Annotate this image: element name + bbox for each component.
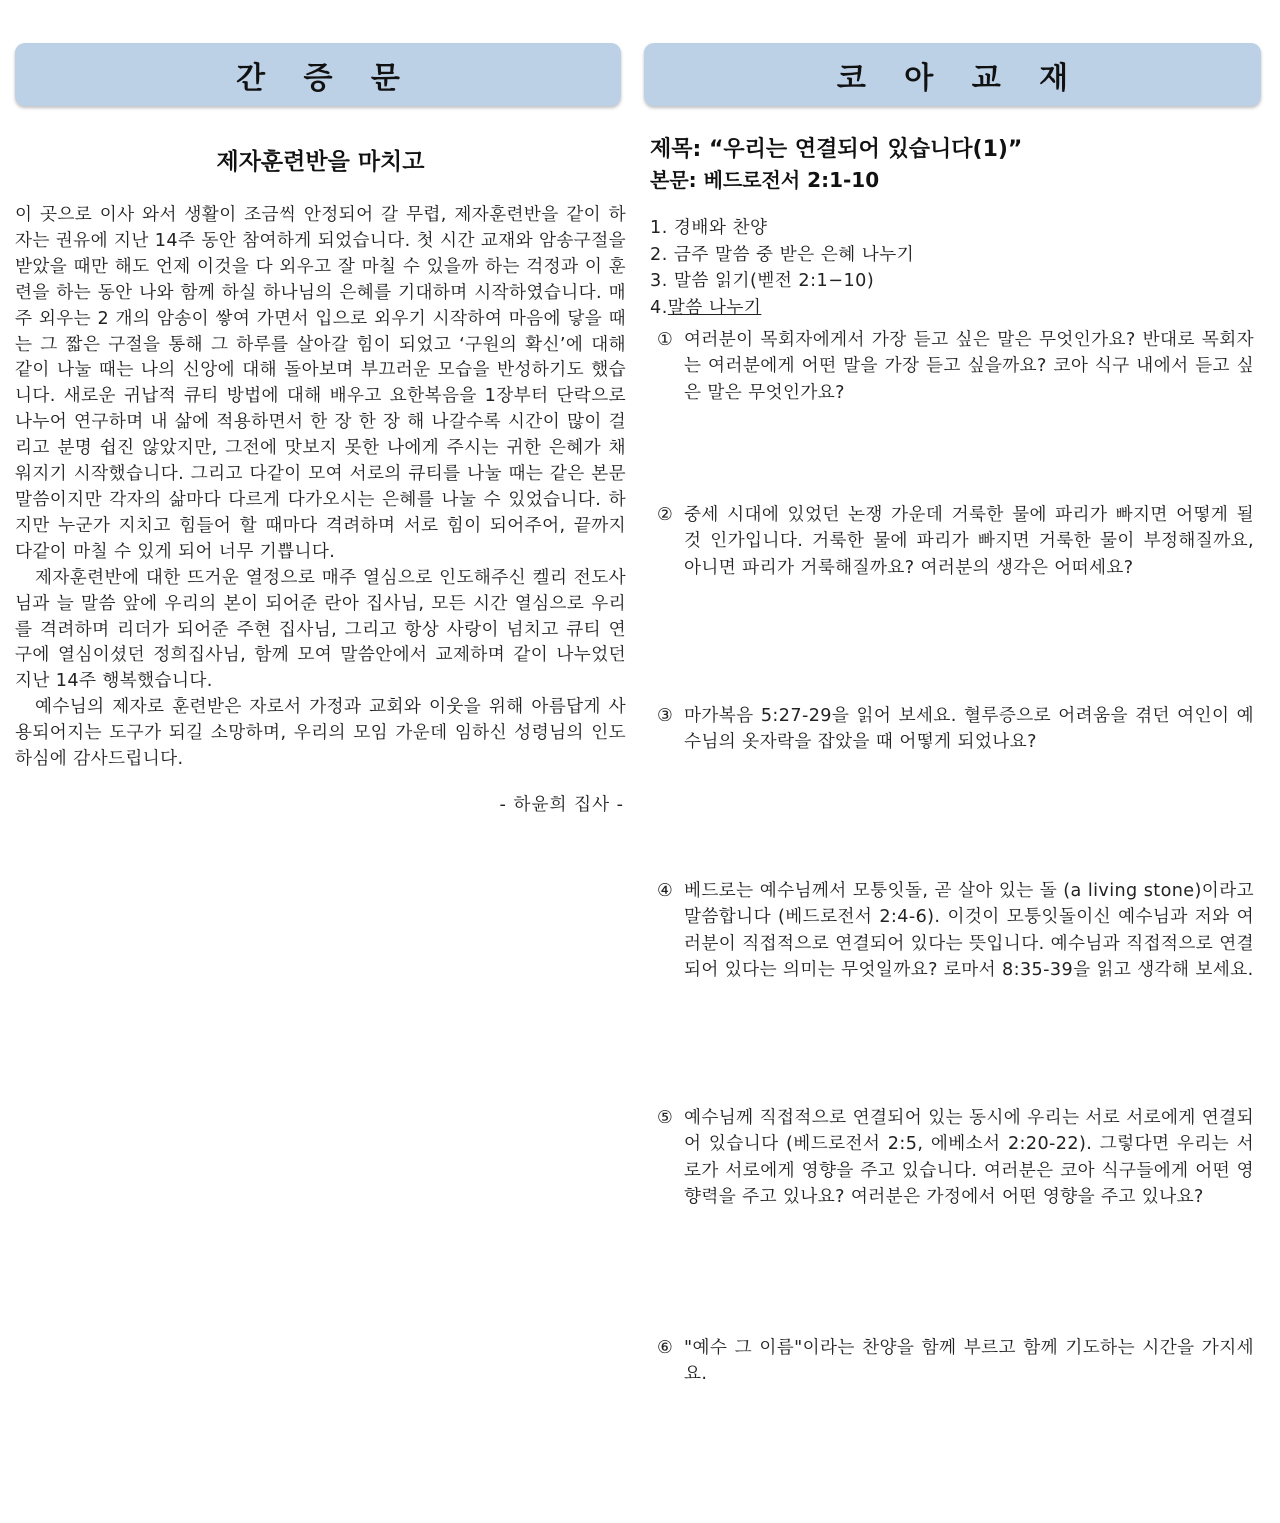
- question-text: 예수님께 직접적으로 연결되어 있는 동시에 우리는 서로 서로에게 연결되어 있습니다 (베드로전서 2:5, 에베소서 2:20-22). 그렇다면 우리는 서로가 서로에게 영향을 주고 있습니다. 여러분은 코아 식구들에게 어떤 영향력을 주고 있나요? 여러분은 가정에서 어떤 영향을 주고 있나요?: [684, 1108, 1254, 1208]
- question-number: ③: [657, 706, 674, 726]
- testimony-column: [15, 140, 626, 816]
- discussion-question: [657, 327, 1254, 406]
- lesson-steps: [650, 215, 1256, 321]
- question-text: 중세 시대에 있었던 논쟁 가운데 거룩한 물에 파리가 빠지면 어떻게 될 것 인가입니다. 거룩한 물에 파리가 빠지면 거룩한 물이 부정해질까요, 아니면 파리가 거룩해질까요? 여러분의 생각은 어떠세요?: [684, 505, 1254, 578]
- lesson-column: [650, 134, 1256, 321]
- discussion-question: [657, 703, 1254, 756]
- question-text: 마가복음 5:27-29을 읽어 보세요. 혈루증으로 어려움을 겪던 여인이 예수님의 옷자락을 잡았을 때 어떻게 되었나요?: [684, 706, 1254, 753]
- question-number: ④: [657, 881, 674, 901]
- testimony-body: [15, 203, 626, 773]
- discussion-question: [657, 502, 1254, 581]
- lesson-step-number: 4.: [650, 297, 668, 318]
- question-text: "예수 그 이름"이라는 찬양을 함께 부르고 함께 기도하는 시간을 가지세요.: [684, 1338, 1254, 1385]
- testimony-signature: - 하윤희 집사 -: [499, 794, 624, 815]
- testimony-paragraph: 이 곳으로 이사 와서 생활이 조금씩 안정되어 갈 무렵, 제자훈련반을 같이 하자는 권유에 지난 14주 동안 참여하게 되었습니다. 첫 시간 교재와 암송구절을 받았을 때만 해도 언제 이것을 다 외우고 잘 마칠 수 있을까 하는 걱정과 이 훈련을 하는 동안 나와 함께 하실 하나님의 은혜를 기대하며 시작하였습니다. 매주 외우는 2 개의 암송이 쌓여 가면서 입으로 외우기 시작하여 마음에 닿을 때는 그 짧은 구절을 통해 그 하루를 살아갈 힘이 되었고 ‘구원의 확신’에 대해 같이 나눌 때는 나의 신앙에 대해 돌아보며 부끄러운 모습을 반성하기도 했습니다. 새로운 귀납적 큐티 방법에 대해 배우고 요한복음을 1장부터 단락으로 나누어 연구하며 내 삶에 적용하면서 한 장 한 장 해 나갈수록 시간이 많이 걸리고 분명 쉽진 않았지만, 그전에 맛보지 못한 나에게 주시는 귀한 은혜가 채워지기 시작했습니다. 그리고 다같이 모여 서로의 큐티를 나눌 때는 같은 본문 말씀이지만 각자의 삶마다 다르게 다가오시는 은혜를 나눌 수 있었습니다. 하지만 누군가 지치고 힘들어 할 때마다 격려하며 서로 힘이 되어주어, 끝까지 다같이 마칠 수 있게 되어 너무 기쁩니다.: [15, 205, 626, 562]
- question-number: ⑤: [657, 1108, 674, 1128]
- testimony-paragraph: 예수님의 제자로 훈련받은 자로서 가정과 교회와 이웃을 위해 아름답게 사용되어지는 도구가 되길 소망하며, 우리의 모임 가운데 임하신 성령님의 인도하심에 감사드립니다.: [15, 697, 626, 770]
- question-number: ⑥: [657, 1338, 674, 1358]
- lesson-subject: 제목: “우리는 연결되어 있습니다(1)”: [650, 137, 1023, 162]
- testimony-title: 제자훈련반을 마치고: [216, 149, 425, 175]
- testimony-header-title: 간 증 문: [236, 60, 414, 96]
- question-text: 여러분이 목회자에게서 가장 듣고 싶은 말은 무엇인가요? 반대로 목회자는 여러분에게 어떤 말을 가장 듣고 싶을까요? 코아 식구 내에서 듣고 싶은 말은 무엇인가요?: [684, 330, 1254, 403]
- lesson-step: 2. 금주 말씀 중 받은 은혜 나누기: [650, 244, 915, 265]
- lesson-step: 3. 말씀 읽기(벧전 2:1−10): [650, 271, 875, 291]
- question-text: 베드로는 예수님께서 모퉁잇돌, 곧 살아 있는 돌 (a living stone)이라고 말씀합니다 (베드로전서 2:4-6). 이것이 모퉁잇돌이신 예수님과 저와 여러분이 직접적으로 연결되어 있다는 뜻입니다. 예수님과 직접적으로 연결되어 있다는 의미는 무엇일까요? 로마서 8:35-39을 읽고 생각해 보세요.: [684, 881, 1254, 981]
- lesson-step-label: 말씀 나누기: [667, 297, 762, 318]
- lesson-passage: 본문: 베드로전서 2:1-10: [650, 168, 880, 192]
- discussion-question: [657, 1105, 1254, 1211]
- discussion-question: [657, 878, 1254, 984]
- testimony-header-banner: [15, 43, 621, 106]
- core-material-header-banner: [644, 43, 1261, 106]
- testimony-paragraph: 제자훈련반에 대한 뜨거운 열정으로 매주 열심으로 인도해주신 켈리 전도사님과 늘 말씀 앞에 우리의 본이 되어준 란아 집사님, 모든 시간 열심으로 우리를 격려하며 리더가 되어준 주현 집사님, 그리고 항상 사랑이 넘치고 큐티 연구에 열심이셨던 정희집사님, 함께 모여 말씀안에서 교제하며 같이 나누었던 지난 14주 행복했습니다.: [15, 567, 626, 692]
- lesson-step: 1. 경배와 찬양: [650, 218, 768, 238]
- question-number: ①: [657, 330, 674, 350]
- discussion-question: [657, 1335, 1254, 1388]
- question-number: ②: [657, 505, 674, 525]
- lesson-step: [650, 295, 1256, 322]
- core-material-header-title: 코 아 교 재: [836, 60, 1083, 96]
